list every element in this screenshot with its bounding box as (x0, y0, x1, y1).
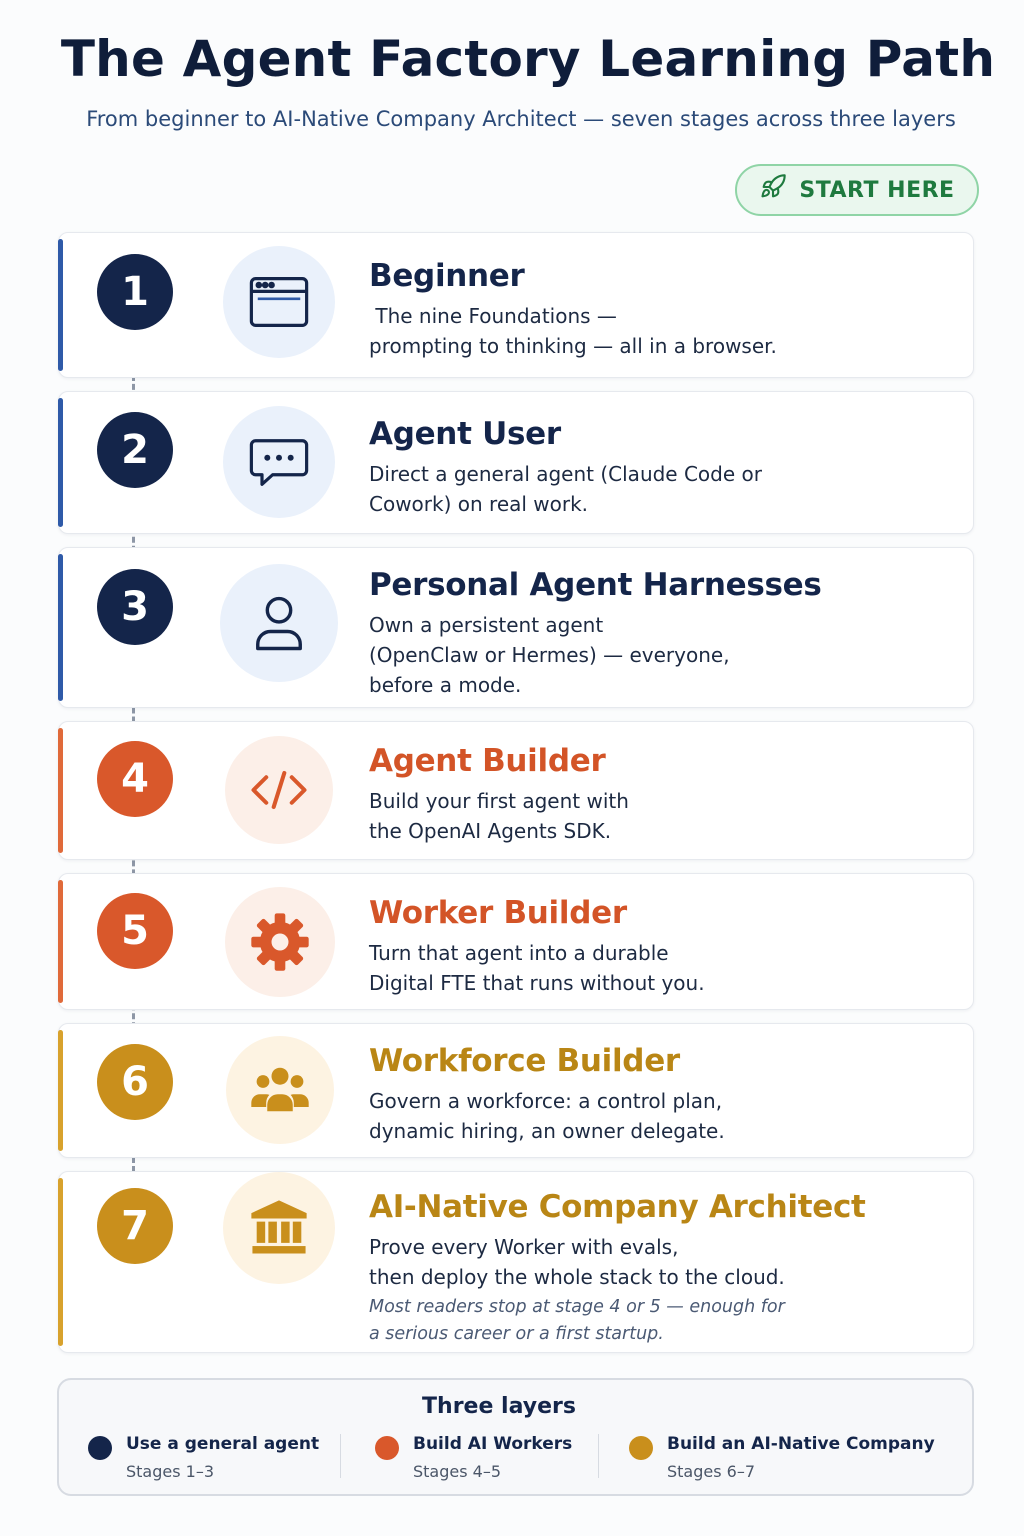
stage-card-1[interactable] (58, 232, 974, 378)
browser-window-icon (223, 246, 335, 358)
stage-title: Workforce Builder (369, 1043, 680, 1079)
stage-number-badge: 5 (97, 893, 173, 969)
institution-icon (223, 1172, 335, 1284)
stage-title: Beginner (369, 258, 525, 294)
stage-accent-bar (58, 880, 63, 1003)
stage-description-line: before a mode. (369, 673, 522, 697)
legend-dot (629, 1436, 653, 1460)
legend-label: Build an AI-Native Company (667, 1434, 935, 1454)
stage-accent-bar (58, 728, 63, 853)
stage-description-line: the OpenAI Agents SDK. (369, 819, 612, 843)
start-here-label: START HERE (799, 177, 955, 203)
stage-card-3[interactable] (58, 547, 974, 708)
rocket-icon (759, 173, 787, 207)
stage-title: Worker Builder (369, 895, 627, 931)
code-icon (225, 736, 333, 844)
stage-note: Most readers stop at stage 4 or 5 — enough for (369, 1297, 785, 1317)
stage-title: Agent Builder (369, 743, 606, 779)
legend-dot (88, 1436, 112, 1460)
stage-number-badge: 7 (97, 1188, 173, 1264)
stage-description-line: Own a persistent agent (369, 613, 604, 637)
stage-accent-bar (58, 239, 63, 371)
stage-description-line: Prove every Worker with evals, (369, 1235, 679, 1259)
chat-bubble-icon (223, 406, 335, 518)
stage-title: Agent User (369, 416, 561, 452)
stage-accent-bar (58, 1178, 63, 1346)
stage-title: Personal Agent Harnesses (369, 567, 822, 603)
start-here-button[interactable] (735, 164, 979, 216)
stage-accent-bar (58, 398, 63, 527)
stage-description-line: then deploy the whole stack to the cloud. (369, 1265, 785, 1289)
legend-dot (375, 1436, 399, 1460)
legend-title: Three layers (422, 1394, 576, 1419)
stage-description-line: The nine Foundations — (369, 304, 617, 328)
legend-stages: Stages 6–7 (667, 1462, 756, 1481)
stage-card-6[interactable] (58, 1023, 974, 1158)
stage-description-line: dynamic hiring, an owner delegate. (369, 1119, 725, 1143)
stage-card-2[interactable] (58, 391, 974, 534)
stage-number-badge: 2 (97, 412, 173, 488)
legend-divider (598, 1434, 599, 1478)
stage-card-4[interactable] (58, 721, 974, 860)
legend-label: Build AI Workers (413, 1434, 573, 1454)
stage-number-badge: 1 (97, 254, 173, 330)
stage-description-line: Turn that agent into a durable (369, 941, 669, 965)
stage-description-line: prompting to thinking — all in a browser. (369, 334, 777, 358)
stage-description-line: Govern a workforce: a control plan, (369, 1089, 723, 1113)
stage-accent-bar (58, 1030, 63, 1151)
stage-description-line: Cowork) on real work. (369, 492, 589, 516)
legend-stages: Stages 1–3 (126, 1462, 215, 1481)
page-title: The Agent Factory Learning Path (60, 30, 996, 88)
stage-note: a serious career or a first startup. (369, 1324, 664, 1344)
legend-stages: Stages 4–5 (413, 1462, 502, 1481)
stage-number-badge: 6 (97, 1044, 173, 1120)
stage-description-line: Digital FTE that runs without you. (369, 971, 705, 995)
legend-label: Use a general agent (126, 1434, 320, 1454)
stage-accent-bar (58, 554, 63, 701)
stage-number-badge: 3 (97, 569, 173, 645)
stage-number-badge: 4 (97, 741, 173, 817)
stage-description-line: Direct a general agent (Claude Code or (369, 462, 762, 486)
gear-icon (225, 887, 335, 997)
legend-divider (340, 1434, 341, 1478)
person-icon (220, 564, 338, 682)
stage-title: AI-Native Company Architect (369, 1189, 866, 1225)
stage-card-7[interactable] (58, 1171, 974, 1353)
page-subtitle: From beginner to AI-Native Company Architect — seven stages across three layers (86, 107, 956, 131)
stage-description-line: Build your first agent with (369, 789, 629, 813)
layers-legend (57, 1378, 974, 1496)
stage-card-5[interactable] (58, 873, 974, 1010)
team-icon (226, 1036, 334, 1144)
stage-description-line: (OpenClaw or Hermes) — everyone, (369, 643, 730, 667)
